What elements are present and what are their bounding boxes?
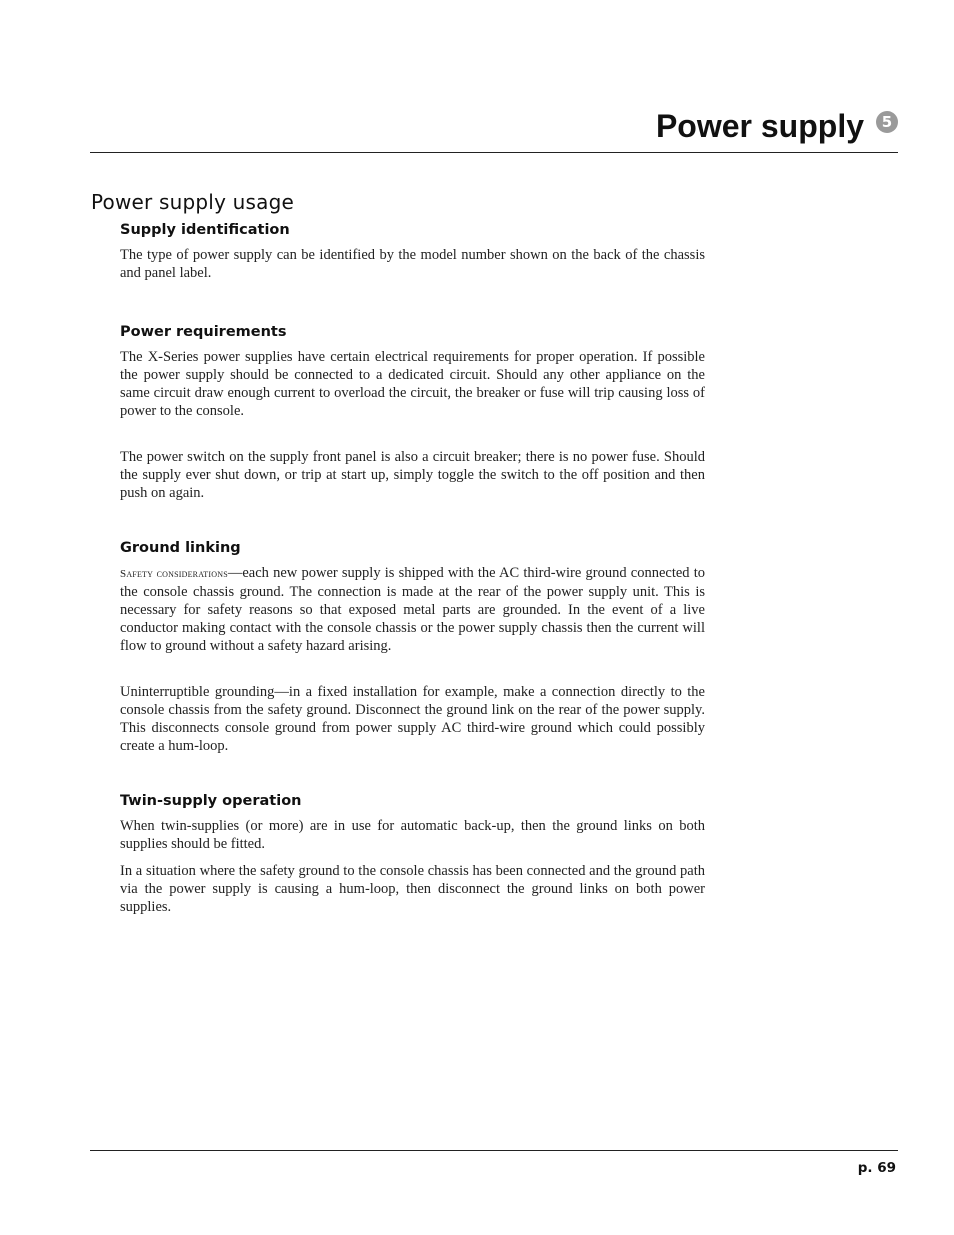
ground-linking-text-1-body: —each new power supply is shipped with the AC third-wire ground connected to the console chassis ground. The connection is made at the rear of the power supply unit. This is necessary for safety reasons so that exposed metal parts are grounded. In the event of a live conductor making contact with the console chassis or the power supply chassis then the current will flow to ground without a safety hazard arising. (120, 565, 706, 654)
twin-supply-text-2: In a situation where the safety ground to the console chassis has been connected and the ground path via the power supply is causing a hum-loop, then disconnect the ground links on both power supplies. (120, 863, 705, 915)
ground-linking-text-1 (120, 564, 705, 655)
chapter-number-badge: 5 (876, 111, 898, 133)
footer-rule (90, 1150, 898, 1151)
power-requirements-text-1: The X-Series power supplies have certain electrical requirements for proper operation. If possible the power supply should be connected to a dedicated circuit. Should any other appliance on the same circuit draw enough current to overload the circuit, the breaker or fuse will trip causing loss of power to the console. (120, 349, 705, 419)
power-requirements-text-2: The power switch on the supply front panel is also a circuit breaker; there is no power fuse. Should the supply ever shut down, or trip at start up, simply toggle the switch to the off position and then push on again. (120, 449, 705, 501)
chapter-header (90, 108, 898, 153)
chapter-title-text: Power supply (655, 108, 864, 144)
page-number: p. 69 (857, 1160, 896, 1176)
chapter-title (656, 110, 898, 142)
section-title: Power supply usage (91, 190, 295, 214)
ground-linking-heading: Ground linking (120, 540, 241, 556)
supply-identification-heading: Supply identification (120, 222, 290, 238)
safety-considerations-lead: Safety considerations (120, 568, 228, 580)
twin-supply-text-1: When twin-supplies (or more) are in use for automatic back-up, then the ground links on both supplies should be fitted. (120, 818, 705, 852)
ground-linking-section (120, 538, 705, 755)
twin-supply-section (120, 791, 705, 916)
supply-identification-text: The type of power supply can be identified by the model number shown on the back of the chassis and panel label. (120, 247, 705, 281)
ground-linking-text-2: Uninterruptible grounding—in a fixed installation for example, make a connection directly to the console chassis from the safety ground. Disconnect the ground link on the rear of the power supply. This disconnects console ground from power supply AC third-wire ground which could possibly create a hum-loop. (120, 684, 705, 754)
supply-identification-section (120, 220, 705, 282)
power-requirements-section (120, 322, 705, 502)
power-requirements-heading: Power requirements (120, 324, 287, 340)
twin-supply-heading: Twin-supply operation (120, 793, 302, 809)
page-content (120, 220, 705, 916)
